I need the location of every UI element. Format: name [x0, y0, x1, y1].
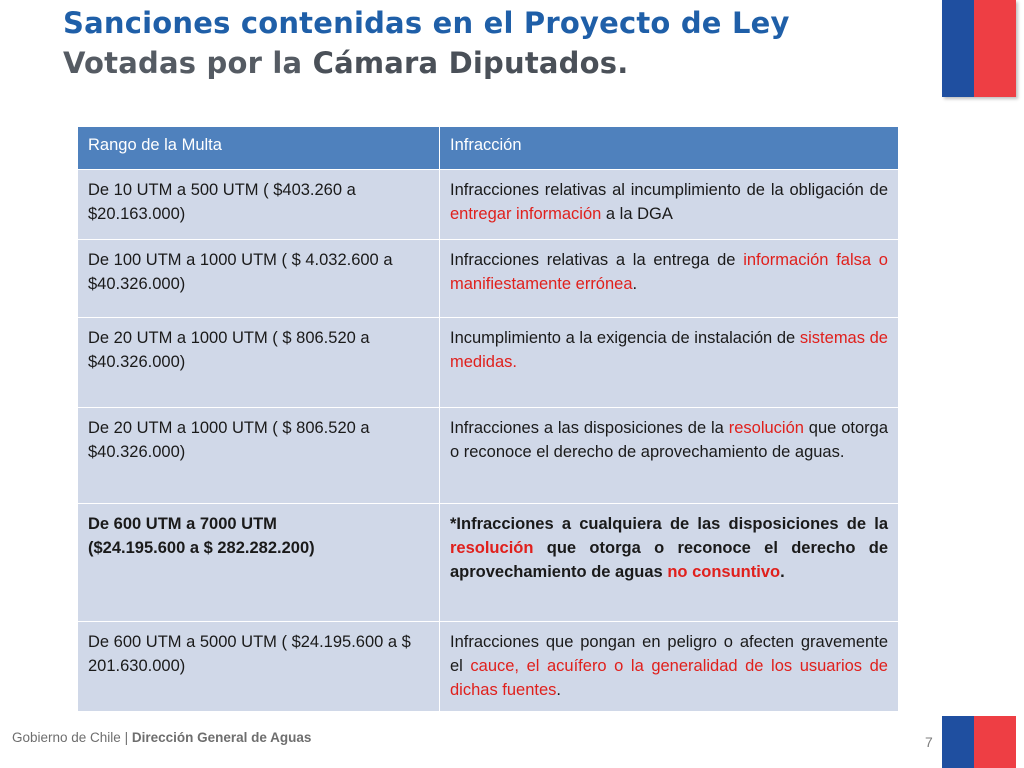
- subtitle-bold: Cámara Diputados.: [312, 46, 629, 80]
- footer-separator: |: [120, 730, 132, 745]
- infraccion-text: Incumplimiento a la exigencia de instalación de: [450, 329, 800, 347]
- infraccion-cell: [440, 318, 899, 408]
- highlighted-text: sistemas de medidas.: [450, 329, 888, 371]
- page-number: 7: [925, 734, 933, 750]
- header-infraccion: Infracción: [440, 127, 899, 170]
- infraccion-text: Infracciones que pongan en peligro o afecten gravemente el: [450, 633, 888, 675]
- footer: [12, 730, 311, 745]
- table-header-row: [78, 127, 899, 170]
- subtitle-prefix: Votadas por la: [63, 46, 313, 80]
- table-row: [78, 504, 899, 622]
- infraccion-text: *Infracciones a cualquiera de las disposiciones de la: [450, 515, 888, 533]
- infraccion-cell: [440, 408, 899, 504]
- infraccion-cell: [440, 504, 899, 622]
- multa-line: ($24.195.600 a $ 282.282.200): [88, 539, 315, 557]
- infraccion-text: .: [632, 275, 638, 293]
- infraccion-text: Infracciones relativas al incumplimiento de la obligación de: [450, 181, 888, 199]
- sanctions-table: [77, 126, 899, 712]
- table-row: [78, 408, 899, 504]
- flag-blue-stripe: [942, 0, 974, 97]
- multa-cell: De 20 UTM a 1000 UTM ( $ 806.520 a $40.326.000): [78, 408, 440, 504]
- highlighted-text: resolución: [450, 539, 534, 557]
- chile-flag-logo-top: [942, 0, 1016, 97]
- chile-flag-logo-bottom: [942, 716, 1016, 768]
- highlighted-text: información falsa o manifiestamente errónea: [450, 251, 888, 293]
- infraccion-cell: [440, 622, 899, 712]
- infraccion-cell: [440, 240, 899, 318]
- infraccion-text: que otorga o reconoce el derecho de aprovechamiento de aguas: [450, 539, 888, 581]
- highlighted-text: entregar información: [450, 205, 602, 223]
- infraccion-text: Infracciones a las disposiciones de la: [450, 419, 729, 437]
- flag-blue-stripe: [942, 716, 974, 768]
- highlighted-text: no consuntivo: [667, 563, 781, 581]
- slide-title: Sanciones contenidas en el Proyecto de Ley: [63, 6, 790, 40]
- multa-cell: [78, 504, 440, 622]
- table-row: [78, 240, 899, 318]
- infraccion-text: a la DGA: [601, 205, 673, 223]
- infraccion-text: .: [556, 681, 561, 699]
- infraccion-text: .: [780, 563, 785, 581]
- multa-cell: De 10 UTM a 500 UTM ( $403.260 a $20.163.000): [78, 170, 440, 240]
- flag-red-stripe: [974, 0, 1016, 97]
- footer-org: Gobierno de Chile: [12, 730, 121, 745]
- infraccion-cell: [440, 170, 899, 240]
- table-row: [78, 622, 899, 712]
- multa-cell: De 600 UTM a 5000 UTM ( $24.195.600 a $ 201.630.000): [78, 622, 440, 712]
- table-row: [78, 318, 899, 408]
- infraccion-text: que otorga o reconoce el derecho de aprovechamiento de aguas.: [450, 419, 888, 461]
- multa-cell: De 20 UTM a 1000 UTM ( $ 806.520 a $40.326.000): [78, 318, 440, 408]
- header-rango: Rango de la Multa: [78, 127, 440, 170]
- infraccion-text: Infracciones relativas a la entrega de: [450, 251, 744, 269]
- highlighted-text: resolución: [728, 419, 804, 437]
- multa-line: De 600 UTM a 7000 UTM: [88, 515, 277, 533]
- flag-red-stripe: [974, 716, 1016, 768]
- slide-subtitle: [63, 46, 628, 80]
- highlighted-text: cauce, el acuífero o la generalidad de los usuarios de dichas fuentes: [450, 657, 888, 699]
- footer-dept: Dirección General de Aguas: [131, 730, 312, 745]
- multa-cell: De 100 UTM a 1000 UTM ( $ 4.032.600 a $40.326.000): [78, 240, 440, 318]
- table-row: [78, 170, 899, 240]
